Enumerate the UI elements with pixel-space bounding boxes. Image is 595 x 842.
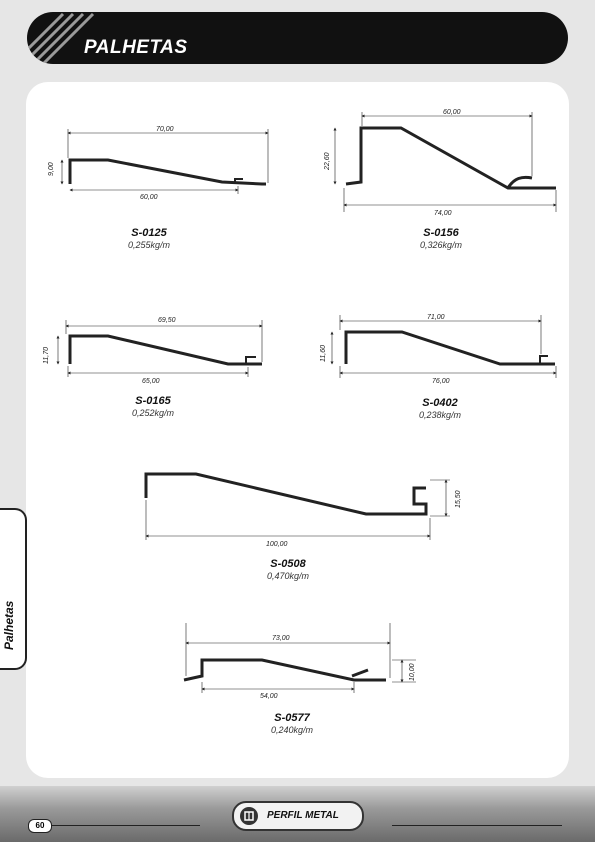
profile-weight: 0,238kg/m [418, 410, 462, 420]
profile-s0577-label [232, 712, 352, 735]
page-title: PALHETAS [84, 37, 188, 58]
profile-weight: 0,326kg/m [419, 240, 463, 250]
profile-s0577-drawing [184, 623, 416, 693]
dim-label: 60,00 [140, 194, 158, 201]
brand-badge[interactable] [232, 801, 364, 831]
profile-s0508-label [228, 558, 348, 581]
dim-label: 70,00 [156, 126, 174, 133]
dim-label: 71,00 [427, 314, 445, 321]
page-number: 60 [28, 819, 52, 833]
profile-code: S-0165 [135, 395, 171, 407]
dim-label: 73,00 [272, 635, 290, 642]
dim-label: 74,00 [434, 210, 452, 217]
profile-s0125-drawing [62, 129, 268, 194]
profile-s0402-drawing [332, 315, 556, 378]
footer-rule [392, 825, 562, 826]
dim-label: 11,70 [43, 347, 50, 364]
dim-label: 10,00 [409, 663, 416, 681]
dim-label: 22,60 [324, 152, 331, 170]
footer-rule [50, 825, 200, 826]
profile-code: S-0402 [422, 397, 458, 409]
profile-s0165-label [93, 395, 213, 418]
profile-s0156-label [381, 227, 501, 250]
profile-code: S-0125 [131, 227, 167, 239]
profile-s0165-drawing [58, 320, 262, 377]
profile-code: S-0156 [423, 227, 459, 239]
perfil-metal-logo-icon [240, 807, 258, 825]
profile-s0508-drawing [146, 474, 450, 540]
profile-weight: 0,470kg/m [266, 571, 310, 581]
dim-label: 11,60 [320, 345, 327, 362]
profile-weight: 0,240kg/m [270, 725, 314, 735]
profile-s0156-drawing [335, 112, 556, 212]
dim-label: 60,00 [443, 109, 461, 116]
profile-s0402-label [380, 397, 500, 420]
profile-code: S-0508 [270, 558, 306, 570]
profile-s0125-label [89, 227, 209, 250]
dim-label: 69,50 [158, 317, 176, 324]
profile-weight: 0,252kg/m [131, 408, 175, 418]
side-tab-label: Palhetas [2, 600, 16, 650]
profile-code: S-0577 [274, 712, 310, 724]
dim-label: 100,00 [266, 541, 288, 548]
dim-label: 65,00 [142, 378, 160, 385]
dim-label: 54,00 [260, 693, 278, 700]
dim-label: 76,00 [432, 378, 450, 385]
brand-name: PERFIL METAL [267, 810, 339, 821]
dim-label: 9,00 [48, 162, 55, 176]
profile-weight: 0,255kg/m [127, 240, 171, 250]
dim-label: 15,50 [455, 490, 462, 508]
